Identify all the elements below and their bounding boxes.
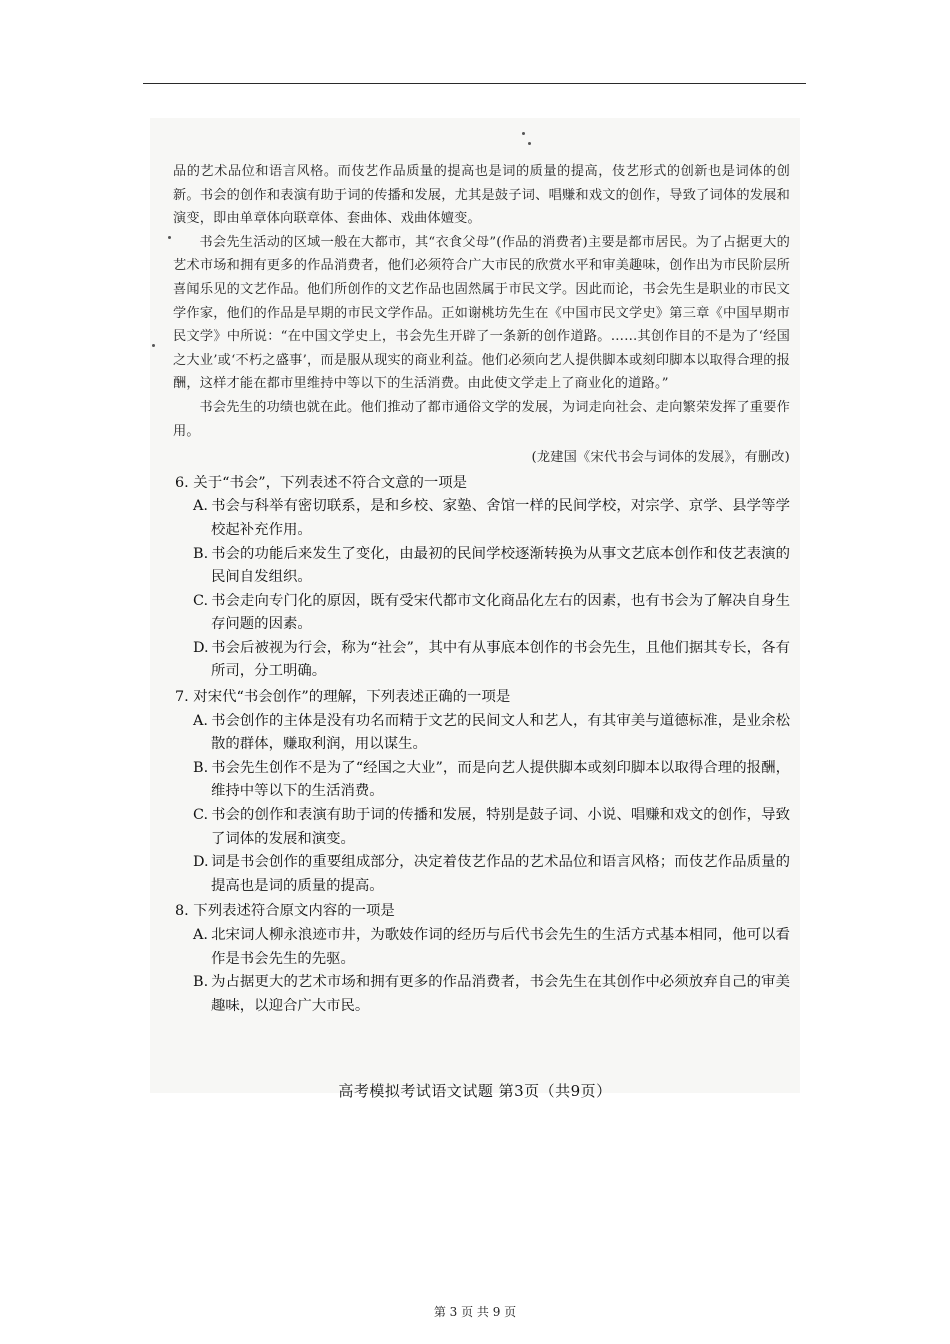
scan-speck [168, 236, 171, 239]
option-b [173, 757, 790, 804]
page-content [173, 160, 790, 1018]
scan-speck [522, 132, 525, 135]
option-text: 书会后被视为行会，称为“社会”，其中有从事底本创作的书会先生，且他们据其专长，各有所司，分工明确。 [211, 639, 790, 680]
option-letter: C. [193, 592, 209, 609]
page-number-footer: 第 3 页 共 9 页 [433, 1305, 517, 1319]
option-text: 书会先生创作不是为了“经国之大业”，而是向艺人提供脚本或刻印脚本以取得合理的报酬，维持中等以下的生活消费。 [211, 759, 790, 800]
scan-speck [528, 142, 531, 145]
option-text: 书会走向专门化的原因，既有受宋代都市文化商品化左右的因素，也有书会为了解决自身生存问题的因素。 [211, 592, 790, 633]
option-text: 北宋词人柳永浪迹市井，为歌妓作词的经历与后代书会先生的生活方式基本相同，他可以看作是书会先生的先驱。 [211, 927, 790, 967]
option-letter: A. [193, 712, 208, 729]
passage-paragraph: 品的艺术品位和语言风格。而伎艺作品质量的提高也是词的质量的提高，伎艺形式的创新也是词体的创新。书会的创作和表演有助于词的传播和发展，尤其是鼓子词、唱赚和戏文的创作，导致了词体的发展和演变，即由单章体向联章体、套曲体、戏曲体嬗变。 [173, 164, 790, 227]
option-letter: C. [193, 807, 209, 824]
option-a [173, 710, 790, 757]
question-stem: 7. 对宋代“书会创作”的理解，下列表述正确的一项是 [175, 689, 511, 706]
option-c [173, 804, 790, 851]
option-letter: B. [193, 759, 209, 776]
reading-passage [173, 160, 790, 470]
scan-speck [152, 344, 155, 347]
option-b [173, 543, 790, 590]
question-8 [173, 900, 790, 1018]
option-letter: B. [193, 974, 209, 991]
option-letter: A. [193, 498, 208, 515]
option-letter: D. [193, 854, 209, 871]
question-7 [173, 686, 790, 898]
passage-source: (龙建国《宋代书会与词体的发展》，有删改) [531, 450, 790, 466]
option-letter: A. [193, 927, 208, 943]
option-d [173, 851, 790, 898]
option-text: 书会创作的主体是没有功名而精于文艺的民间文人和艺人，有其审美与道德标准，是业余松散的群体，赚取利润，用以谋生。 [211, 712, 790, 753]
question-stem: 8. 下列表述符合原文内容的一项是 [175, 903, 395, 920]
passage-paragraph: 书会先生的功绩也就在此。他们推动了都市通俗文学的发展，为词走向社会、走向繁荣发挥了重要作用。 [173, 399, 790, 439]
passage-paragraph: 书会先生活动的区域一般在大都市，其“衣食父母”(作品的消费者)主要是都市居民。为了占据更大的艺术市场和拥有更多的作品消费者，他们必须符合广大市民的欣赏水平和审美趣味，创作出为市民阶层所喜闻乐见的文艺作品。他们所创作的文艺作品也固然属于市民文学。因此而论，书会先生是职业的市民文学作家，他们的作品是早期的市民文学作品。正如谢桃坊先生在《中国市民文学史》第三章《中国早期市民文学》中所说：“在中国文学史上，书会先生开辟了一条新的创作道路。……其创作目的不是为了‘经国之大业’或‘不朽之盛事’，而是服从现实的商业利益。他们必须向艺人提供脚本或刻印脚本以取得合理的报酬，这样才能在都市里维持中等以下的生活消费。由此使文学走上了商业化的道路。” [173, 234, 790, 392]
top-rule [143, 83, 806, 84]
option-text: 书会与科举有密切联系，是和乡校、家塾、舍馆一样的民间学校，对宗学、京学、县学等学校起补充作用。 [211, 498, 790, 538]
option-a [173, 495, 790, 542]
option-letter: B. [193, 545, 209, 562]
option-d [173, 637, 790, 684]
option-text: 书会的功能后来发生了变化，由最初的民间学校逐渐转换为从事文艺底本创作和伎艺表演的民间自发组织。 [211, 545, 790, 586]
option-letter: D. [193, 639, 209, 656]
option-text: 词是书会创作的重要组成部分，决定着伎艺作品的艺术品位和语言风格；而伎艺作品质量的提高也是词的质量的提高。 [211, 854, 790, 894]
question-stem: 6. 关于“书会”，下列表述不符合文意的一项是 [175, 474, 468, 491]
option-a [173, 924, 790, 971]
option-c [173, 590, 790, 637]
option-text: 书会的创作和表演有助于词的传播和发展，特别是鼓子词、小说、唱赚和戏文的创作，导致了词体的发展和演变。 [211, 807, 790, 847]
option-b [173, 971, 790, 1018]
exam-page-footer: 高考模拟考试语文试题 第3页（共9页） [338, 1082, 612, 1100]
question-6 [173, 472, 790, 684]
option-text: 为占据更大的艺术市场和拥有更多的作品消费者，书会先生在其创作中必须放弃自己的审美趣味，以迎合广大市民。 [211, 974, 790, 1014]
